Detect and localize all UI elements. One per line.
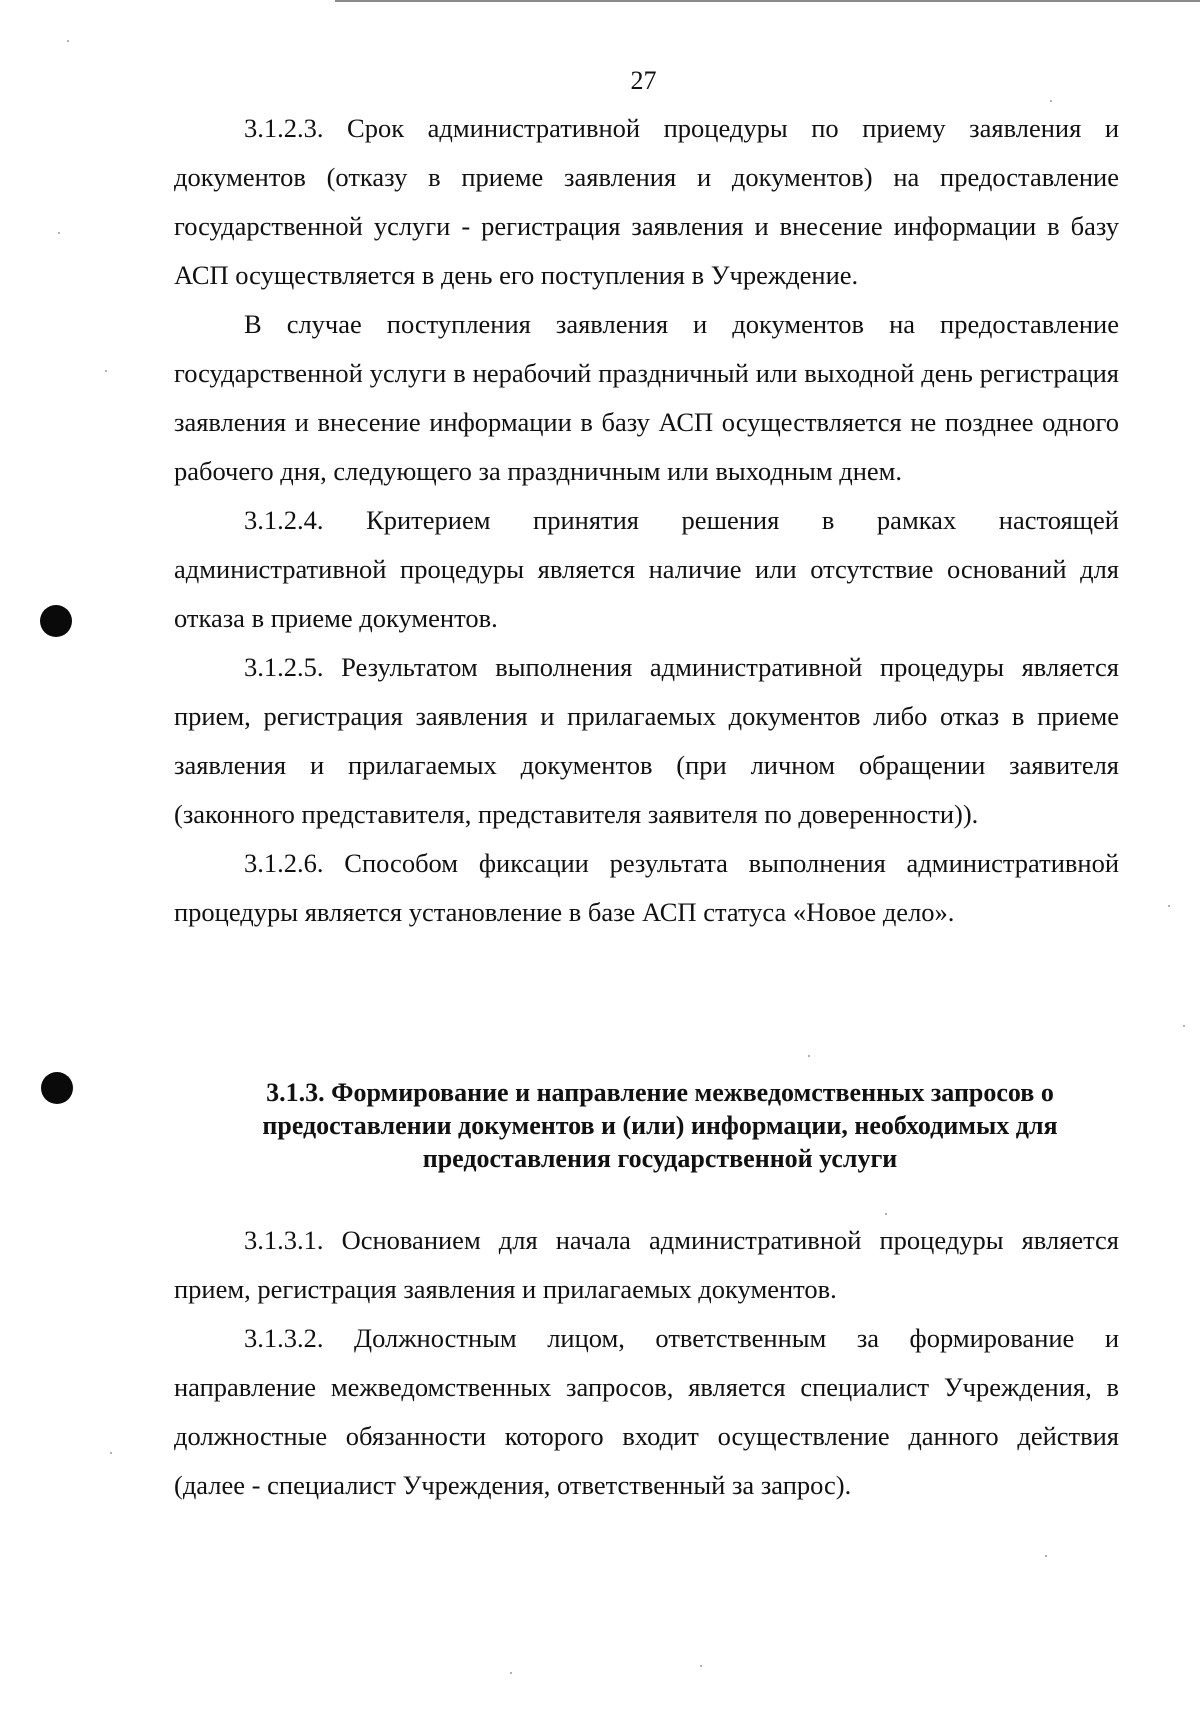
- paragraph: 3.1.2.5. Результатом выполнения административной процедуры является прием, регистрация заявления и прилагаемых документов либо отказ в приеме заявления и прилагаемых документов (при личном обращении заявителя (законного представителя, представителя заявителя по доверенности)).: [174, 652, 1119, 829]
- punch-hole: [41, 1072, 73, 1104]
- paragraph: 3.1.2.6. Способом фиксации результата выполнения административной процедуры является установление в базе АСП статуса «Новое дело».: [174, 848, 1119, 927]
- scan-speck: [105, 370, 107, 372]
- text-block-top: [174, 104, 1119, 937]
- page-number: 27: [630, 66, 657, 95]
- scan-speck: [58, 232, 60, 234]
- scan-speck: [67, 40, 69, 42]
- punch-hole: [40, 605, 72, 637]
- paragraph: 3.1.3.1. Основанием для начала административной процедуры является прием, регистрация заявления и прилагаемых документов.: [174, 1225, 1119, 1304]
- scan-speck: [1045, 1555, 1047, 1557]
- scan-speck: [1183, 1025, 1185, 1027]
- paragraph: 3.1.2.3. Срок административной процедуры по приему заявления и документов (отказу в приеме заявления и документов) на предоставление государственной услуги - регистрация заявления и внесение информации в базу АСП осуществляется в день его поступления в Учреждение.: [174, 113, 1119, 290]
- scan-top-edge: [335, 0, 1200, 2]
- scan-speck: [700, 1665, 702, 1667]
- scan-speck: [885, 1213, 887, 1215]
- scan-speck: [510, 1672, 512, 1674]
- scan-speck: [808, 1055, 810, 1057]
- text-block-bottom: [174, 1216, 1119, 1510]
- paragraph: 3.1.3.2. Должностным лицом, ответственным за формирование и направление межведомственных запросов, является специалист Учреждения, в должностные обязанности которого входит осуществление данного действия (далее - специалист Учреждения, ответственный за запрос).: [174, 1323, 1119, 1500]
- paragraph: В случае поступления заявления и документов на предоставление государственной услуги в нерабочий праздничный или выходной день регистрация заявления и внесение информации в базу АСП осуществляется не позднее одного рабочего дня, следующего за праздничным или выходным днем.: [174, 309, 1119, 486]
- scan-speck: [1050, 100, 1052, 102]
- scan-speck: [1168, 905, 1170, 907]
- paragraph: 3.1.2.4. Критерием принятия решения в рамках настоящей административной процедуры является наличие или отсутствие оснований для отказа в приеме документов.: [174, 505, 1119, 633]
- section-heading: 3.1.3. Формирование и направление межведомственных запросов о предоставлении документов и (или) информации, необходимых для предоставления государственной услуги: [262, 1078, 1058, 1173]
- scan-speck: [110, 1452, 112, 1454]
